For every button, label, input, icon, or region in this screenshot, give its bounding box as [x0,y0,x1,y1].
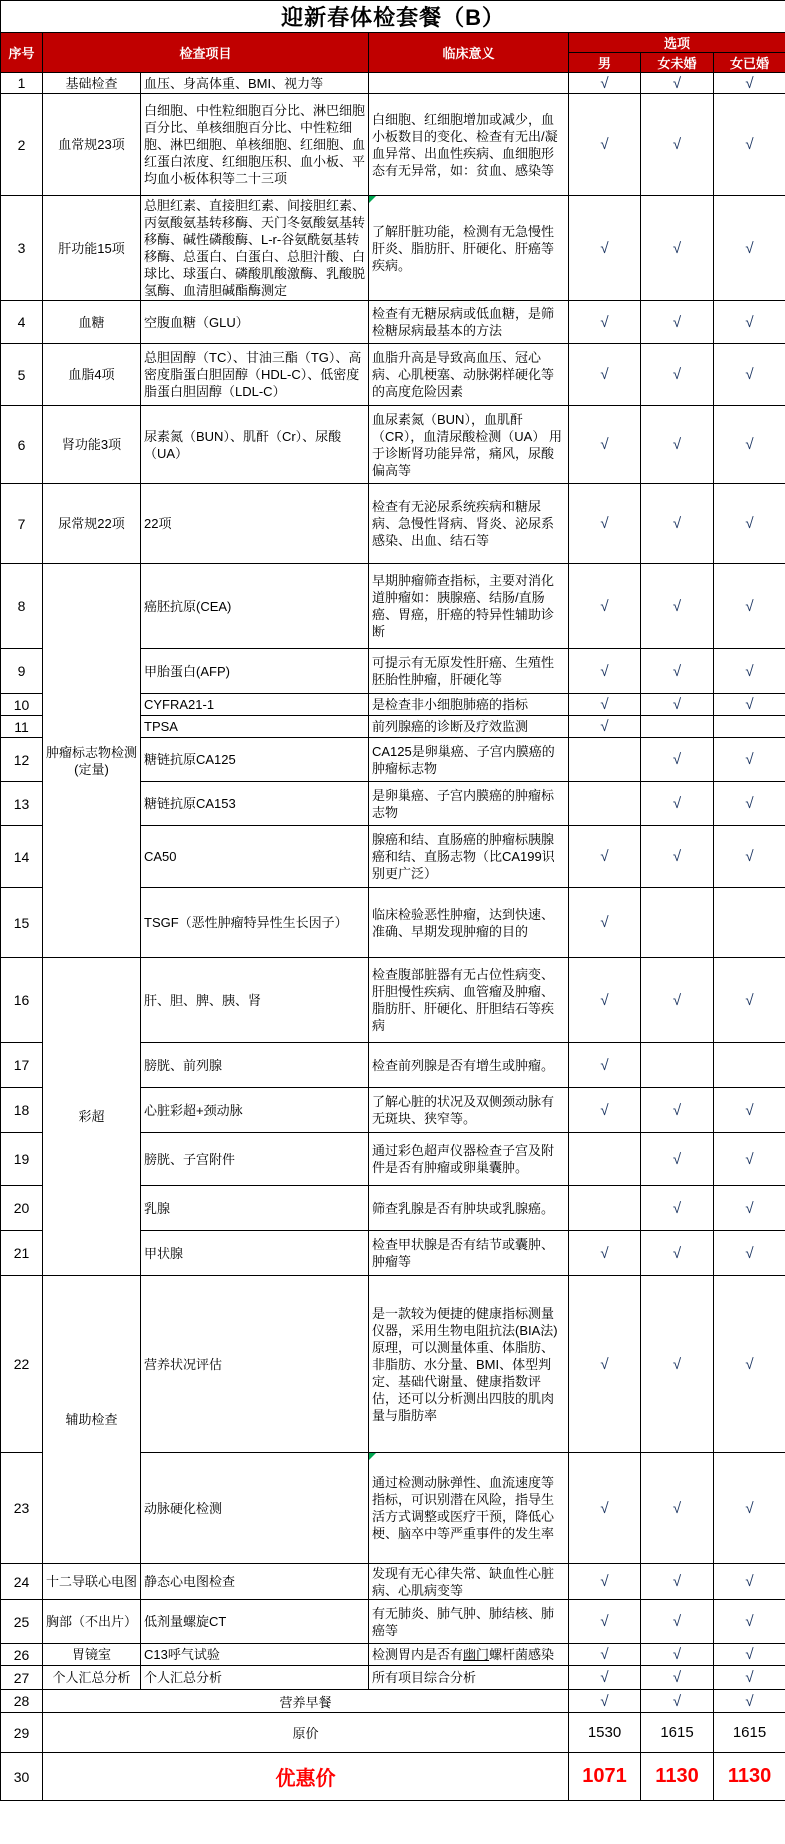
row-number-cell: 21 [1,1231,43,1276]
check-cell: √ [714,782,785,826]
table-row [1,1753,785,1801]
item-cell: 总胆红素、直接胆红素、间接胆红素、丙氨酸氨基转移酶、天门冬氨酸氨基转移酶、碱性磷酸酶、L-r-谷氨酰氨基转移酶、总蛋白、白蛋白、总胆汁酸、白球比、球蛋白、磷酸肌酸激酶、乳酸脱氢酶、血清胆碱酯酶测定 [141,196,369,301]
check-cell: √ [569,694,641,716]
check-cell: √ [641,782,714,826]
header-seq: 序号 [1,33,43,73]
check-cell: √ [714,1453,785,1564]
group-cell: 尿常规22项 [43,484,141,564]
check-cell: √ [714,1600,785,1644]
check-cell: √ [714,649,785,694]
row-number-cell: 25 [1,1600,43,1644]
check-cell [714,1043,785,1088]
row-number-cell: 26 [1,1644,43,1666]
table-row [1,1644,785,1666]
row-number-cell: 3 [1,196,43,301]
row-number-cell: 12 [1,738,43,782]
row-number-cell: 2 [1,94,43,196]
row-number-cell: 15 [1,888,43,958]
check-cell: √ [641,1600,714,1644]
clinical-cell [369,826,569,888]
check-cell: √ [569,344,641,406]
check-cell: √ [714,564,785,649]
table-row [1,406,785,484]
merged-label-cell: 优惠价 [43,1753,569,1801]
check-cell: √ [569,301,641,344]
clinical-cell [369,406,569,484]
clinical-cell [369,1276,569,1453]
item-cell: 空腹血糖（GLU） [141,301,369,344]
row-number-cell: 14 [1,826,43,888]
group-cell: 胃镜室 [43,1644,141,1666]
check-cell: √ [569,716,641,738]
clinical-cell [369,94,569,196]
price-cell: 1615 [641,1713,714,1753]
group-cell: 血脂4项 [43,344,141,406]
merged-label-cell: 原价 [43,1713,569,1753]
price-cell: 1530 [569,1713,641,1753]
group-cell: 肾功能3项 [43,406,141,484]
item-cell: 甲状腺 [141,1231,369,1276]
check-cell: √ [641,94,714,196]
check-cell: √ [714,406,785,484]
clinical-cell [369,738,569,782]
check-cell [569,1133,641,1186]
clinical-cell [369,1088,569,1133]
row-number-cell: 29 [1,1713,43,1753]
clinical-cell [369,1666,569,1690]
table-row [1,1713,785,1753]
check-cell: √ [714,196,785,301]
check-cell: √ [714,1088,785,1133]
item-cell: 乳腺 [141,1186,369,1231]
clinical-cell [369,782,569,826]
check-cell: √ [714,694,785,716]
row-number-cell: 6 [1,406,43,484]
group-cell: 肝功能15项 [43,196,141,301]
check-cell: √ [714,958,785,1043]
row-number-cell: 20 [1,1186,43,1231]
check-cell: √ [714,1231,785,1276]
row-number-cell: 11 [1,716,43,738]
clinical-text: CA125是卵巢癌、子宫内膜癌的肿瘤标志物 [372,743,555,776]
price-cell: 1071 [569,1753,641,1801]
header-clinical-significance: 临床意义 [369,33,569,73]
clinical-cell [369,1186,569,1231]
check-cell: √ [641,301,714,344]
row-number-cell: 24 [1,1564,43,1600]
header-option-female-married: 女已婚 [714,53,785,73]
check-cell: √ [569,406,641,484]
clinical-text: 血脂升高是导致高血压、冠心病、心肌梗塞、动脉粥样硬化等的高度危险因素 [372,350,555,399]
check-cell: √ [641,1186,714,1231]
clinical-cell [369,888,569,958]
header-exam-item: 检查项目 [43,33,369,73]
row-number-cell: 5 [1,344,43,406]
clinical-text: 可提示有无原发性肝癌、生殖性胚胎性肿瘤，肝硬化等 [372,655,555,687]
header-options: 选项 [569,33,785,53]
table-row [1,958,785,1043]
check-cell: √ [641,484,714,564]
table-row [1,94,785,196]
check-cell: √ [641,1231,714,1276]
check-cell: √ [641,1666,714,1690]
clinical-text: 检查腹部脏器有无占位性病变、肝胆慢性疾病、血管瘤及肿瘤、脂肪肝、肝硬化、肝胆结石等疾病 [372,967,555,1033]
check-cell: √ [569,1043,641,1088]
group-cell: 胸部（不出片） [43,1600,141,1644]
check-cell [569,738,641,782]
item-cell: 低剂量螺旋CT [141,1600,369,1644]
check-cell: √ [569,888,641,958]
clinical-text: 通过检测动脉弹性、血流速度等指标，可识别潜在风险，指导生活方式调整或医疗干预，降低心梗、脑卒中等严重事件的发生率 [372,1475,555,1541]
clinical-cell [369,196,569,301]
row-number-cell: 18 [1,1088,43,1133]
check-cell: √ [641,1644,714,1666]
check-cell: √ [714,94,785,196]
clinical-text: 前列腺癌的诊断及疗效监测 [372,719,529,734]
check-cell: √ [641,1690,714,1713]
check-cell: √ [569,1644,641,1666]
row-number-cell: 8 [1,564,43,649]
item-cell: C13呼气试验 [141,1644,369,1666]
row-number-cell: 27 [1,1666,43,1690]
clinical-text: 检测胃内是否有幽门螺杆菌感染 [372,1647,555,1662]
item-cell: TSGF（恶性肿瘤特异性生长因子） [141,888,369,958]
item-cell: 营养状况评估 [141,1276,369,1453]
clinical-text: 发现有无心律失常、缺血性心脏病、心肌病变等 [372,1566,555,1598]
group-cell: 血糖 [43,301,141,344]
clinical-cell [369,1231,569,1276]
check-cell: √ [569,564,641,649]
row-number-cell: 13 [1,782,43,826]
price-cell: 1130 [714,1753,785,1801]
check-cell: √ [641,564,714,649]
row-number-cell: 4 [1,301,43,344]
item-cell: 心脏彩超+颈动脉 [141,1088,369,1133]
clinical-text: 是一款较为便捷的健康指标测量仪器，采用生物电阻抗法(BIA法)原理，可以测量体重、体脂肪、非脂肪、水分量、BMI、体型判定、基础代谢量、健康指数评估，还可以分析测出四肢的肌肉量与脂肪率 [372,1305,558,1423]
row-number-cell: 10 [1,694,43,716]
clinical-text: 是检查非小细胞肺癌的指标 [372,697,529,712]
row-number-cell: 28 [1,1690,43,1713]
table-row [1,196,785,301]
page-title: 迎新春体检套餐（B） [1,1,785,33]
clinical-cell [369,694,569,716]
check-cell: √ [569,484,641,564]
item-cell: CYFRA21-1 [141,694,369,716]
row-number-cell: 1 [1,73,43,94]
clinical-text: 了解心脏的状况及双侧颈动脉有无斑块、狭窄等。 [372,1094,555,1126]
item-cell: 膀胱、前列腺 [141,1043,369,1088]
clinical-cell [369,1600,569,1644]
check-cell: √ [714,1666,785,1690]
underlined-term: 幽门 [463,1647,490,1662]
clinical-cell [369,564,569,649]
check-cell: √ [641,1088,714,1133]
check-cell [714,716,785,738]
check-cell: √ [569,1088,641,1133]
cell-comment-flag-icon [369,196,376,203]
clinical-text: 腺癌和结、直肠癌的肿瘤标胰腺癌和结、直肠志物（比CA199识别更广泛） [372,832,555,881]
check-cell: √ [641,1453,714,1564]
check-cell [569,1186,641,1231]
clinical-cell [369,1644,569,1666]
merged-label-cell: 营养早餐 [43,1690,569,1713]
check-cell: √ [714,73,785,94]
check-cell: √ [714,344,785,406]
group-cell: 血常规23项 [43,94,141,196]
check-cell: √ [641,738,714,782]
group-cell: 十二导联心电图 [43,1564,141,1600]
table-row [1,1690,785,1713]
item-cell: 静态心电图检查 [141,1564,369,1600]
price-cell: 1615 [714,1713,785,1753]
check-cell: √ [714,484,785,564]
clinical-cell [369,716,569,738]
check-cell: √ [714,1690,785,1713]
check-cell [641,716,714,738]
check-cell: √ [714,738,785,782]
header-option-female-unmarried: 女未婚 [641,53,714,73]
check-cell [714,888,785,958]
check-cell: √ [569,649,641,694]
item-cell: 肝、胆、脾、胰、肾 [141,958,369,1043]
check-cell: √ [569,1600,641,1644]
row-number-cell: 30 [1,1753,43,1801]
row-number-cell: 9 [1,649,43,694]
item-cell: 糖链抗原CA153 [141,782,369,826]
price-cell: 1130 [641,1753,714,1801]
item-cell: 总胆固醇（TC）、甘油三酯（TG）、高密度脂蛋白胆固醇（HDL-C）、低密度脂蛋白胆固醇（LDL-C） [141,344,369,406]
table-row [1,301,785,344]
clinical-cell [369,958,569,1043]
item-cell: 癌胚抗原(CEA) [141,564,369,649]
clinical-text: 检查甲状腺是否有结节或囊肿、肿瘤等 [372,1237,555,1269]
check-cell: √ [714,1644,785,1666]
clinical-cell [369,301,569,344]
check-cell: √ [641,826,714,888]
check-cell: √ [641,344,714,406]
clinical-cell [369,344,569,406]
item-cell: TPSA [141,716,369,738]
item-cell: 22项 [141,484,369,564]
item-cell: 白细胞、中性粒细胞百分比、淋巴细胞百分比、单核细胞百分比、中性粒细胞、淋巴细胞、单核细胞、红细胞、血红蛋白浓度、红细胞压积、血小板、平均血小板体积等二十三项 [141,94,369,196]
clinical-text: 临床检验恶性肿瘤，达到快速、准确、早期发现肿瘤的目的 [372,906,555,939]
group-cell: 彩超 [43,958,141,1276]
item-cell: 甲胎蛋白(AFP) [141,649,369,694]
clinical-cell [369,1564,569,1600]
row-number-cell: 19 [1,1133,43,1186]
clinical-cell [369,1453,569,1564]
clinical-text: 是卵巢癌、子宫内膜癌的肿瘤标志物 [372,787,555,820]
item-cell: 尿素氮（BUN）、肌酐（Cr）、尿酸（UA） [141,406,369,484]
check-cell [569,782,641,826]
clinical-cell [369,73,569,94]
clinical-text: 检查有无泌尿系统疾病和糖尿病、急慢性肾病、肾炎、泌尿系感染、出血、结石等 [372,499,555,548]
group-cell: 个人汇总分析 [43,1666,141,1690]
check-cell: √ [641,694,714,716]
row-number-cell: 16 [1,958,43,1043]
table-row [1,484,785,564]
check-cell: √ [569,958,641,1043]
check-cell: √ [714,1564,785,1600]
table-row [1,73,785,94]
clinical-text: 筛查乳腺是否有肿块或乳腺癌。 [372,1200,555,1216]
check-cell: √ [569,1666,641,1690]
check-cell: √ [714,301,785,344]
item-cell: 膀胱、子宫附件 [141,1133,369,1186]
check-cell: √ [641,196,714,301]
check-cell: √ [569,1690,641,1713]
clinical-text: 检查有无糖尿病或低血糖，是筛检糖尿病最基本的方法 [372,306,555,338]
row-number-cell: 17 [1,1043,43,1088]
group-cell: 辅助检查 [43,1276,141,1564]
check-cell: √ [569,826,641,888]
clinical-text: 早期肿瘤筛查指标，主要对消化道肿瘤如：胰腺癌、结肠/直肠癌、胃癌，肝癌的特异性辅助诊断 [372,573,555,639]
check-cell: √ [641,406,714,484]
check-cell: √ [641,649,714,694]
check-cell: √ [569,196,641,301]
check-cell: √ [641,1564,714,1600]
header-option-male: 男 [569,53,641,73]
clinical-text: 血尿素氮（BUN），血肌酐（CR），血清尿酸检测（UA） 用于诊断肾功能异常，痛风，尿酸偏高等 [372,411,562,478]
clinical-cell [369,649,569,694]
table-row [1,1276,785,1453]
check-cell: √ [569,1231,641,1276]
item-cell: CA50 [141,826,369,888]
clinical-cell [369,1043,569,1088]
check-cell: √ [714,1133,785,1186]
item-cell: 血压、身高体重、BMI、视力等 [141,73,369,94]
check-cell: √ [641,958,714,1043]
item-cell: 糖链抗原CA125 [141,738,369,782]
row-number-cell: 7 [1,484,43,564]
item-cell: 个人汇总分析 [141,1666,369,1690]
item-cell: 动脉硬化检测 [141,1453,369,1564]
cell-comment-flag-icon [369,1453,376,1460]
check-cell: √ [641,73,714,94]
group-cell: 肿瘤标志物检测(定量) [43,564,141,958]
check-cell: √ [569,73,641,94]
table-row [1,1600,785,1644]
check-cell: √ [641,1276,714,1453]
check-cell: √ [569,1276,641,1453]
row-number-cell: 23 [1,1453,43,1564]
clinical-text: 白细胞、红细胞增加或减少，血小板数目的变化、检查有无出/凝血异常、出血性疾病、血细胞形态有无异常，如：贫血、感染等 [372,111,558,178]
clinical-text: 通过彩色超声仪器检查子宫及附件是否有肿瘤或卵巢囊肿。 [372,1143,555,1175]
check-cell: √ [569,94,641,196]
check-cell [641,888,714,958]
check-cell: √ [714,826,785,888]
table-row [1,1564,785,1600]
group-cell: 基础检查 [43,73,141,94]
check-cell: √ [569,1564,641,1600]
table-row [1,1666,785,1690]
clinical-text: 了解肝脏功能，检测有无急慢性肝炎、脂肪肝、肝硬化、肝癌等疾病。 [372,223,555,273]
clinical-cell [369,484,569,564]
check-cell: √ [714,1186,785,1231]
clinical-text: 有无肺炎、肺气肿、肺结核、肺癌等 [372,1605,555,1638]
table-row [1,564,785,649]
clinical-text: 检查前列腺是否有增生或肿瘤。 [372,1057,555,1073]
table-row [1,344,785,406]
clinical-text: 所有项目综合分析 [372,1670,477,1685]
check-cell: √ [641,1133,714,1186]
clinical-cell [369,1133,569,1186]
row-number-cell: 22 [1,1276,43,1453]
check-cell: √ [569,1453,641,1564]
check-cell: √ [714,1276,785,1453]
check-cell [641,1043,714,1088]
